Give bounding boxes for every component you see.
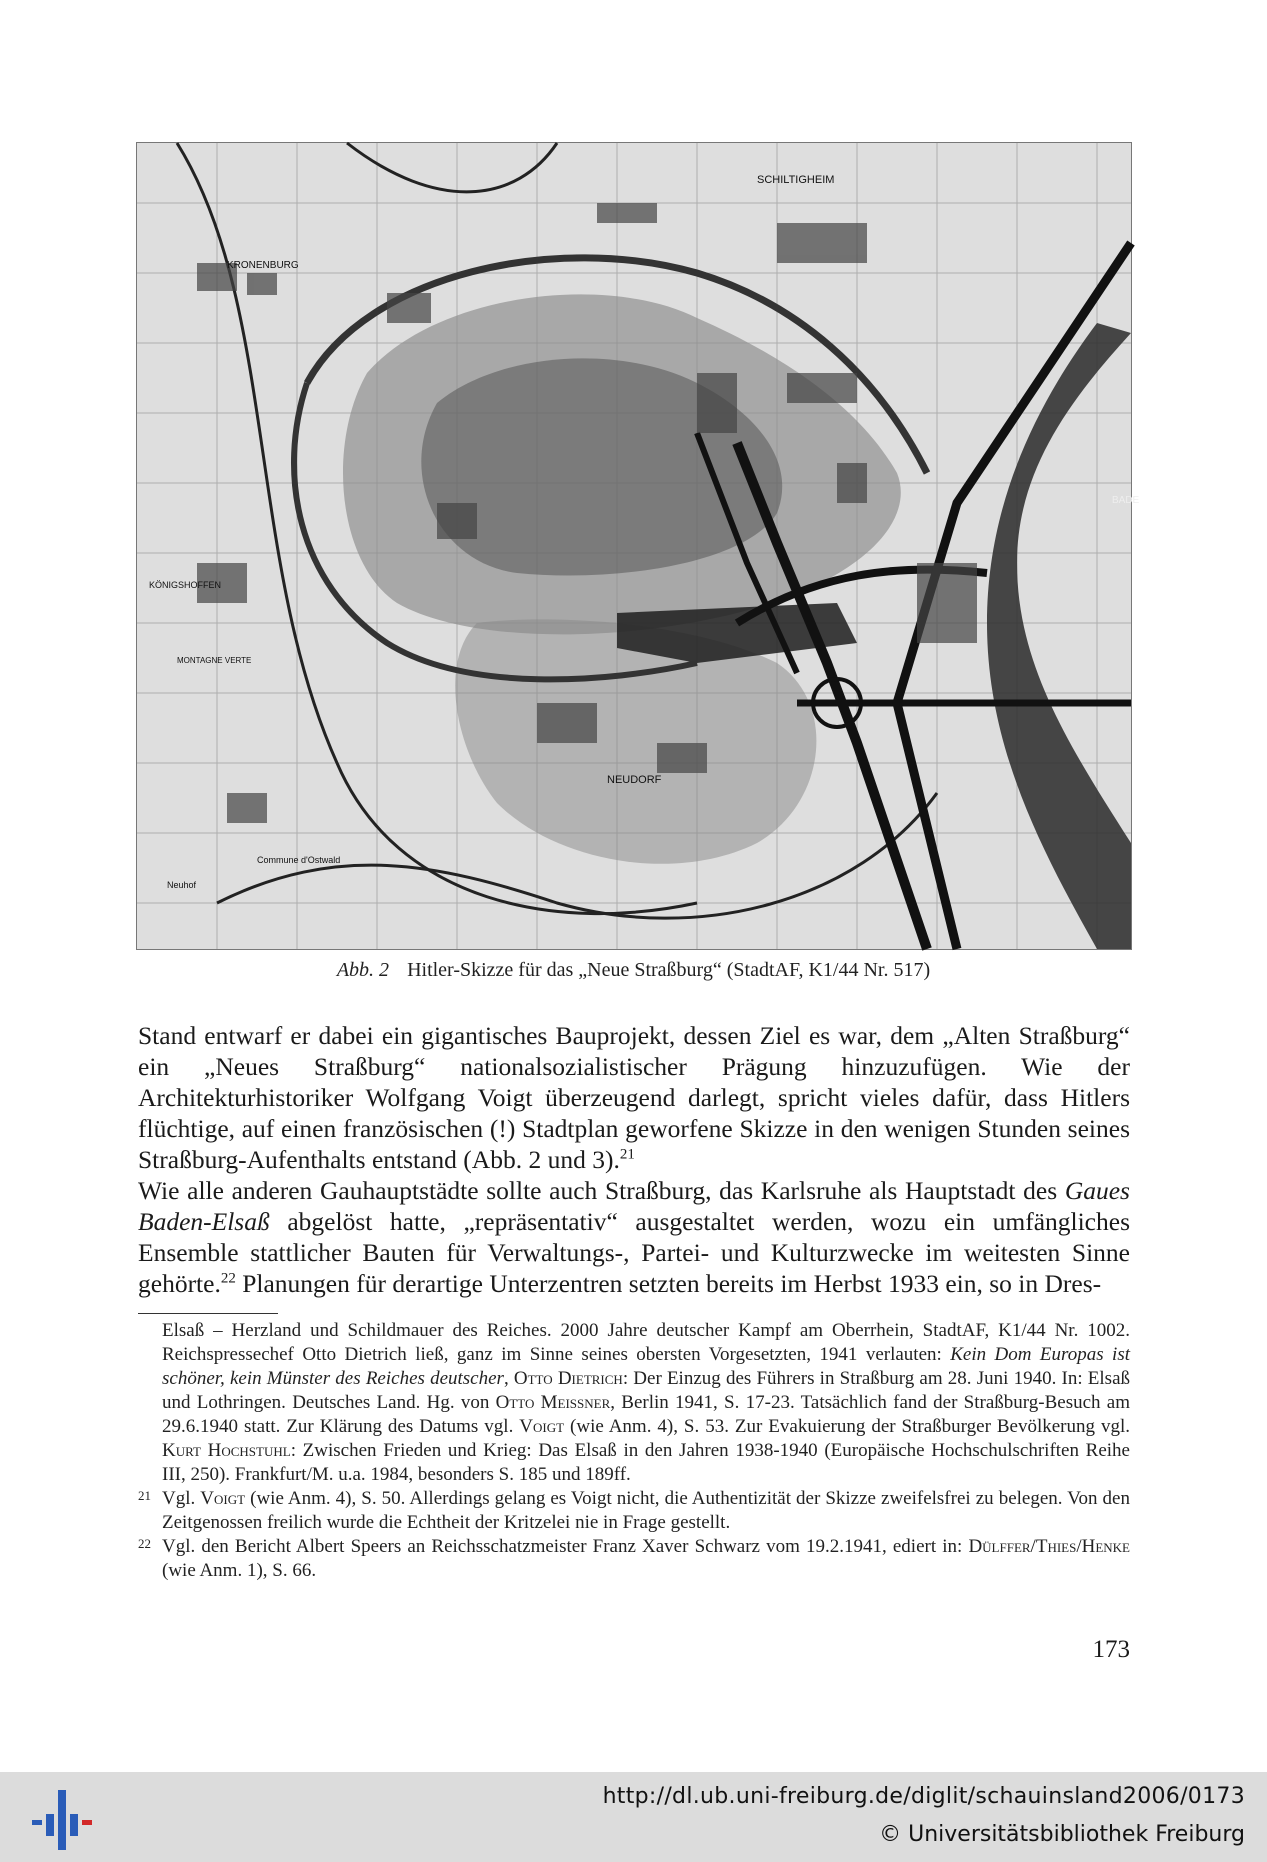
fn-text: , Berlin 1941, S. 17-23. Tatsächlich fand der Straßburg-Besuch am 29.6.1940 statt. Zur Klärung des Datums vgl.	[162, 1392, 1130, 1437]
fn-text: Vgl. den Bericht Albert Speers an Reichsschatzmeister Franz Xaver Schwarz vom 19.2.1941, ediert in:	[162, 1536, 969, 1557]
map-label: NEUDORF	[607, 774, 662, 786]
document-url-link[interactable]: http://dl.ub.uni-freiburg.de/diglit/schauinsland2006/0173	[602, 1784, 1245, 1809]
paragraph-text: Wie alle anderen Gauhauptstädte sollte auch Straßburg, das Karlsruhe als Hauptstadt des	[138, 1176, 1065, 1205]
fn-author: Dülffer/Thies/Henke	[968, 1536, 1130, 1557]
footnote-22	[138, 1535, 1130, 1583]
ub-freiburg-logo-icon[interactable]	[32, 1784, 92, 1850]
paragraph-italic: Gaues Baden-Elsaß	[138, 1176, 1130, 1236]
copyright-notice: © Universitätsbibliothek Freiburg	[879, 1822, 1245, 1847]
map-label: MONTAGNE VERTE	[177, 656, 252, 665]
page-number: 173	[1092, 1636, 1130, 1663]
map-label: SCHILTIGHEIM	[757, 174, 835, 186]
fn-author: Voigt	[519, 1416, 565, 1437]
footnote-ref[interactable]: 21	[619, 1146, 635, 1163]
fn-text: : Zwischen Frieden und Krieg: Das Elsaß in den Jahren 1938-1940 (Europäische Hochschulschriften Reihe III, 250). Frankfurt/M. u.a. 1984, besonders S. 185 und 189ff.	[162, 1440, 1130, 1485]
paragraph-text: abgelöst hatte, „repräsentativ“ ausgestaltet werden, wozu ein umfängliches Ensemble stattlicher Bauten für Verwaltungs-, Partei- und Kulturzwecke im weitesten Sinne gehörte.	[138, 1207, 1130, 1298]
fn-author: Kurt Hochstuhl	[162, 1440, 291, 1461]
fn-text: (wie Anm. 4), S. 50. Allerdings gelang es Voigt nicht, die Authentizität der Skizze zweifelsfrei zu belegen. Von den Zeitgenossen freilich wurde die Echtheit der Kritzelei nie in Frage gestellt.	[162, 1488, 1130, 1533]
footnotes	[138, 1319, 1130, 1583]
footnote-continuation	[138, 1319, 1130, 1487]
fn-text: (wie Anm. 4), S. 53. Zur Evakuierung der Straßburger Bevölkerung vgl.	[564, 1416, 1130, 1437]
fn-author: Voigt	[200, 1488, 246, 1509]
figure-caption	[0, 959, 1267, 982]
map-label: Neuhof	[167, 880, 197, 890]
paragraph-text: Stand entwarf er dabei ein gigantisches Bauprojekt, dessen Ziel es war, dem „Alten Straßburg“ ein „Neues Straßburg“ nationalsozialistischer Prägung hinzuzufügen. Wie der Architekturhistoriker Wolfgang Voigt überzeugend darlegt, spricht vieles dafür, dass Hitlers flüchtige, auf einen französischen (!) Stadtplan geworfene Skizze in den wenigen Stunden seines Straßburg-Aufenthalts entstand (Abb. 2 und 3).	[138, 1021, 1130, 1174]
map-label: Commune d'Ostwald	[257, 855, 341, 865]
map-label: KÖNIGSHOFFEN	[149, 580, 222, 590]
footnote-21	[138, 1487, 1130, 1535]
footnote-number: 21	[138, 1488, 151, 1503]
paragraph-text: Planungen für derartige Unterzentren setzten bereits im Herbst 1933 ein, so in Dres-	[235, 1269, 1102, 1298]
paragraph	[138, 1020, 1130, 1175]
map-figure	[136, 142, 1140, 950]
caption-text: Hitler-Skizze für das „Neue Straßburg“ (StadtAF, K1/44 Nr. 517)	[407, 959, 931, 981]
body-text	[138, 1020, 1130, 1299]
map-label: BADE	[1112, 495, 1140, 506]
fn-author: Otto Dietrich	[513, 1368, 623, 1389]
map-label: KRONENBURG	[227, 260, 299, 271]
fn-text: : Der Einzug des Führers in Straßburg am 28. Juni 1940. In: Elsaß und Lothringen. Deutsches Land. Hg. von	[162, 1368, 1131, 1413]
fn-text: Vgl.	[162, 1488, 201, 1509]
fn-author: Otto Meißner	[495, 1392, 611, 1413]
footer-bar	[0, 1772, 1267, 1862]
strassburg-map-sketch	[137, 143, 1140, 949]
paragraph	[138, 1175, 1130, 1299]
fn-text: ,	[503, 1368, 514, 1389]
footnote-ref[interactable]: 22	[220, 1270, 236, 1287]
fn-text: Elsaß – Herzland und Schildmauer des Reiches. 2000 Jahre deutscher Kampf am Oberrhein, StadtAF, K1/44 Nr. 1002. Reichspressechef Otto Dietrich ließ, ganz im Sinne seines obersten Vorgesetzten, 1941 verlauten:	[162, 1320, 1130, 1365]
caption-figure-number: Abb. 2	[336, 959, 390, 981]
fn-text: (wie Anm. 1), S. 66.	[162, 1560, 317, 1581]
fn-italic: Kein Dom Europas ist schöner, kein Münster des Reiches deutscher	[162, 1344, 1130, 1389]
footnote-divider	[138, 1313, 278, 1314]
footnote-number: 22	[138, 1536, 151, 1551]
